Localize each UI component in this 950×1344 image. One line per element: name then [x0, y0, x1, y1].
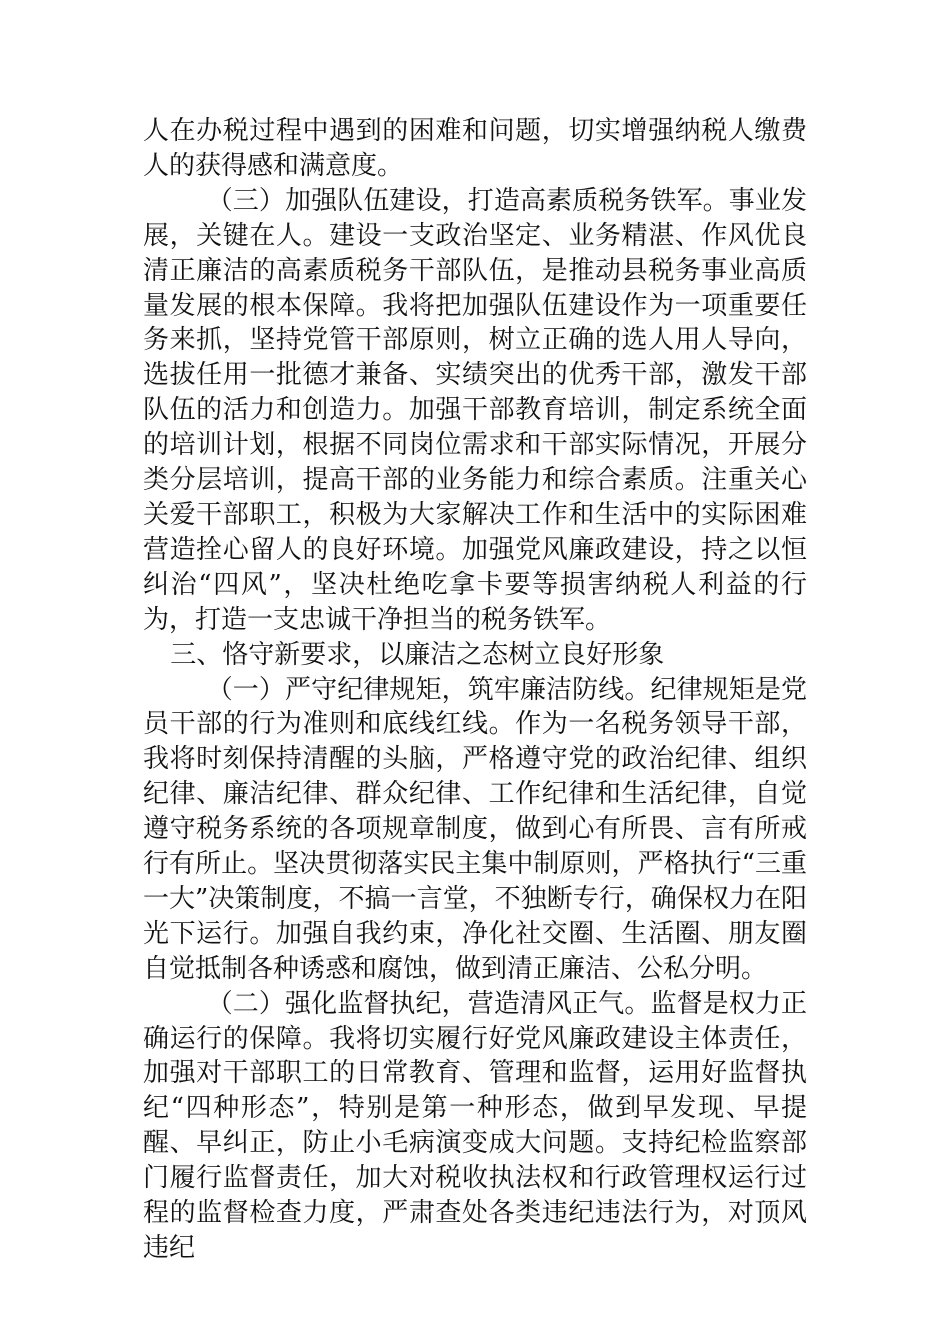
paragraph-continuation: 人在办税过程中遇到的困难和问题，切实增强纳税人缴费人的获得感和满意度。: [143, 116, 807, 181]
section-heading-three: 三、恪守新要求，以廉洁之态树立良好形象: [170, 639, 665, 670]
paragraph-supervision: （二）强化监督执纪，营造清风正气。监督是权力正确运行的保障。我将切实履行好党风廉政建设主体责任，加强对干部职工的日常教育、管理和监督，运用好监督执纪“四种形态”，特别是第一种形态，做到早发现、早提醒、早纠正，防止小毛病演变成大问题。支持纪检监察部门履行监督责任，加大对税收执法权和行政管理权运行过程的监督检查力度，严肃查处各类违纪违法行为，对顶风违纪: [143, 988, 807, 1263]
document-body: [143, 114, 807, 1266]
paragraph-discipline-rules: （一）严守纪律规矩，筑牢廉洁防线。纪律规矩是党员干部的行为准则和底线红线。作为一名税务领导干部，我将时刻保持清醒的头脑，严格遵守党的政治纪律、组织纪律、廉洁纪律、群众纪律、工作纪律和生活纪律，自觉遵守税务系统的各项规章制度，做到心有所畏、言有所戒行有所止。坚决贯彻落实民主集中制原则，严格执行“三重一大”决策制度，不搞一言堂，不独断专行，确保权力在阳光下运行。加强自我约束，净化社交圈、生活圈、朋友圈自觉抵制各种诱惑和腐蚀，做到清正廉洁、公私分明。: [143, 674, 807, 984]
paragraph-team-building: （三）加强队伍建设，打造高素质税务铁军。事业发展，关键在人。建设一支政治坚定、业务精湛、作风优良清正廉洁的高素质税务干部队伍，是推动县税务事业高质量发展的根本保障。我将把加强队伍建设作为一项重要任务来抓，坚持党管干部原则，树立正确的选人用人导向，选拔任用一批德才兼备、实绩突出的优秀干部，激发干部队伍的活力和创造力。加强干部教育培训，制定系统全面的培训计划，根据不同岗位需求和干部实际情况，开展分类分层培训，提高干部的业务能力和综合素质。注重关心关爱干部职工，积极为大家解决工作和生活中的实际困难营造拴心留人的良好环境。加强党风廉政建设，持之以恒纠治“四风”，坚决杜绝吃拿卡要等损害纳税人利益的行为，打造一支忠诚干净担当的税务铁军。: [143, 185, 807, 635]
